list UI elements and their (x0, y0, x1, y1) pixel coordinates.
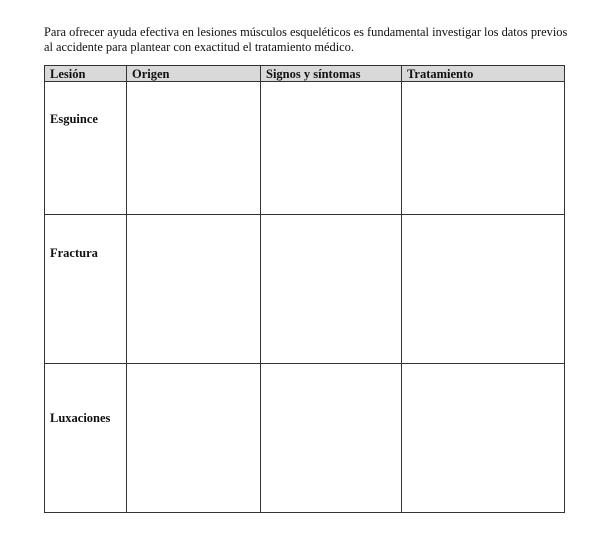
cell-esguince-tratamiento[interactable] (402, 82, 565, 215)
cell-fractura-origen[interactable] (127, 215, 261, 364)
row-label-luxaciones: Luxaciones (50, 411, 111, 425)
header-origen: Origen (127, 66, 261, 82)
cell-esguince-signos[interactable] (261, 82, 402, 215)
table-row (45, 364, 565, 513)
cell-luxaciones-signos[interactable] (261, 364, 402, 513)
lesiones-table (44, 65, 565, 513)
cell-fractura-tratamiento[interactable] (402, 215, 565, 364)
cell-luxaciones-tratamiento[interactable] (402, 364, 565, 513)
intro-paragraph: Para ofrecer ayuda efectiva en lesiones músculos esqueléticos es fundamental investigar los datos previos al accidente para plantear con exactitud el tratamiento médico. (44, 25, 568, 54)
header-lesion: Lesión (45, 66, 127, 82)
row-label-esguince: Esguince (50, 112, 98, 126)
header-tratamiento: Tratamiento (402, 66, 565, 82)
row-label-cell (45, 82, 127, 215)
row-label-fractura: Fractura (50, 246, 98, 260)
cell-fractura-signos[interactable] (261, 215, 402, 364)
cell-esguince-origen[interactable] (127, 82, 261, 215)
table-row (45, 82, 565, 215)
header-signos-sintomas: Signos y síntomas (261, 66, 402, 82)
table-row (45, 215, 565, 364)
cell-luxaciones-origen[interactable] (127, 364, 261, 513)
table-header-row (45, 66, 565, 82)
row-label-cell (45, 364, 127, 513)
row-label-cell (45, 215, 127, 364)
